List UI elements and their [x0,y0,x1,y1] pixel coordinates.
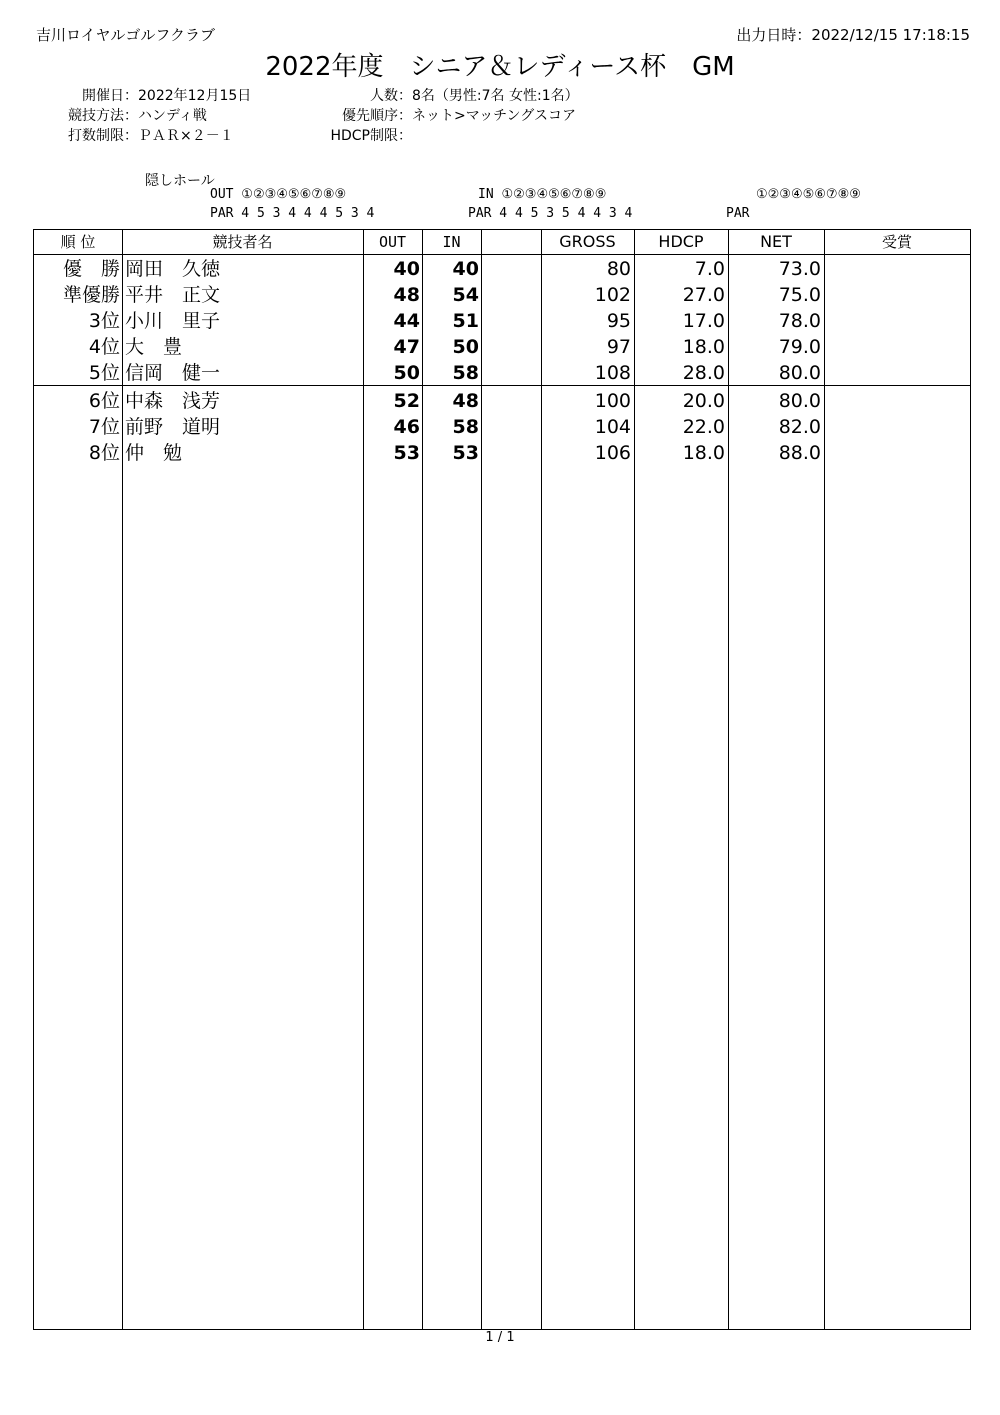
hidden-out-holes: OUT ①②③④⑤⑥⑦⑧⑨ [210,187,347,202]
cell-gross: 108 [594,362,631,384]
page-title: 2022年度 シニア＆レディース杯 GM [265,52,735,82]
col-award: 受賞 [881,233,912,251]
hidden-in-holes: IN ①②③④⑤⑥⑦⑧⑨ [478,187,607,202]
hidden-in-par: PAR 4 4 5 3 5 4 4 3 4 [468,206,633,221]
cell-out: 52 [393,390,420,412]
limit-label: 打数制限： [68,128,138,144]
cell-net: 78.0 [778,310,821,332]
priority-label: 優先順序： [342,108,412,124]
method-value: ハンディ戦 [138,108,207,124]
date-value: 2022年12月15日 [138,88,252,104]
cell-net: 82.0 [778,416,821,438]
info-right [300,86,579,146]
cell-name: 平井 正文 [125,284,221,306]
col-hdcp: HDCP [658,232,704,251]
cell-in: 58 [452,416,479,438]
hidden-out-par: PAR 4 5 3 4 4 4 5 3 4 [210,206,375,221]
cell-gross: 97 [606,336,631,358]
cell-net: 80.0 [778,390,821,412]
method-label: 競技方法： [68,108,138,124]
cell-hdcp: 22.0 [682,416,725,438]
count-label: 人数： [370,88,412,104]
cell-net: 88.0 [778,442,821,464]
cell-in: 51 [452,310,479,332]
cell-out: 46 [393,416,420,438]
cell-name: 大 豊 [125,336,183,358]
cell-gross: 80 [606,258,631,280]
cell-net: 75.0 [778,284,821,306]
page-number: 1 / 1 [485,1330,515,1345]
col-in: IN [442,233,461,251]
cell-out: 50 [393,362,420,384]
col-blank [481,230,541,254]
col-out: OUT [378,233,407,251]
cell-hdcp: 17.0 [682,310,725,332]
cell-out: 48 [393,284,420,306]
cell-out: 47 [393,336,420,358]
cell-out: 40 [393,258,420,280]
cell-name: 信岡 健一 [125,362,221,384]
cell-in: 58 [452,362,479,384]
cell-net: 73.0 [778,258,821,280]
cell-in: 48 [452,390,479,412]
cell-net: 80.0 [778,362,821,384]
cell-gross: 102 [594,284,631,306]
cell-rank: 3位 [88,310,120,332]
count-value: 8名（男性:7名 女性:1名） [412,88,579,104]
col-name: 競技者名 [212,233,273,251]
cell-name: 岡田 久徳 [125,258,221,280]
cell-gross: 100 [594,390,631,412]
cell-net: 79.0 [778,336,821,358]
cell-gross: 95 [606,310,631,332]
results-table [33,229,971,1330]
priority-value: ネット>マッチングスコア [412,108,577,124]
cell-rank: 8位 [88,442,120,464]
cell-rank: 5位 [88,362,120,384]
col-net: NET [760,232,792,251]
date-label: 開催日： [82,88,138,104]
cell-in: 50 [452,336,479,358]
cell-hdcp: 18.0 [682,442,725,464]
cell-in: 53 [452,442,479,464]
cell-hdcp: 18.0 [682,336,725,358]
info-left [40,86,251,146]
cell-hdcp: 28.0 [682,362,725,384]
hidden-extra-par: PAR [726,206,750,221]
cell-hdcp: 7.0 [694,258,725,280]
cell-gross: 104 [594,416,631,438]
col-rank: 順 位 [60,233,96,251]
hidden-holes-label: 隠しホール [145,173,215,189]
cell-in: 40 [452,258,479,280]
cell-out: 44 [393,310,420,332]
limit-value: ＰＡＲ×２－１ [138,128,234,144]
cell-hdcp: 27.0 [682,284,725,306]
cell-out: 53 [393,442,420,464]
cell-rank: 優 勝 [62,258,120,280]
hdcp-label: HDCP制限： [330,128,412,144]
cell-name: 仲 勉 [125,442,183,464]
col-gross: GROSS [559,232,616,251]
cell-hdcp: 20.0 [682,390,725,412]
club-name: 吉川ロイヤルゴルフクラブ [36,26,215,44]
cell-rank: 6位 [88,390,120,412]
hidden-extra-holes: ①②③④⑤⑥⑦⑧⑨ [756,187,861,202]
cell-in: 54 [452,284,479,306]
cell-rank: 7位 [88,416,120,438]
cell-rank: 準優勝 [62,284,120,306]
cell-rank: 4位 [88,336,120,358]
output-datetime: 出力日時：2022/12/15 17:18:15 [736,26,970,44]
cell-name: 小川 里子 [125,310,221,332]
cell-gross: 106 [594,442,631,464]
cell-name: 前野 道明 [125,416,221,438]
cell-name: 中森 浅芳 [125,390,221,412]
